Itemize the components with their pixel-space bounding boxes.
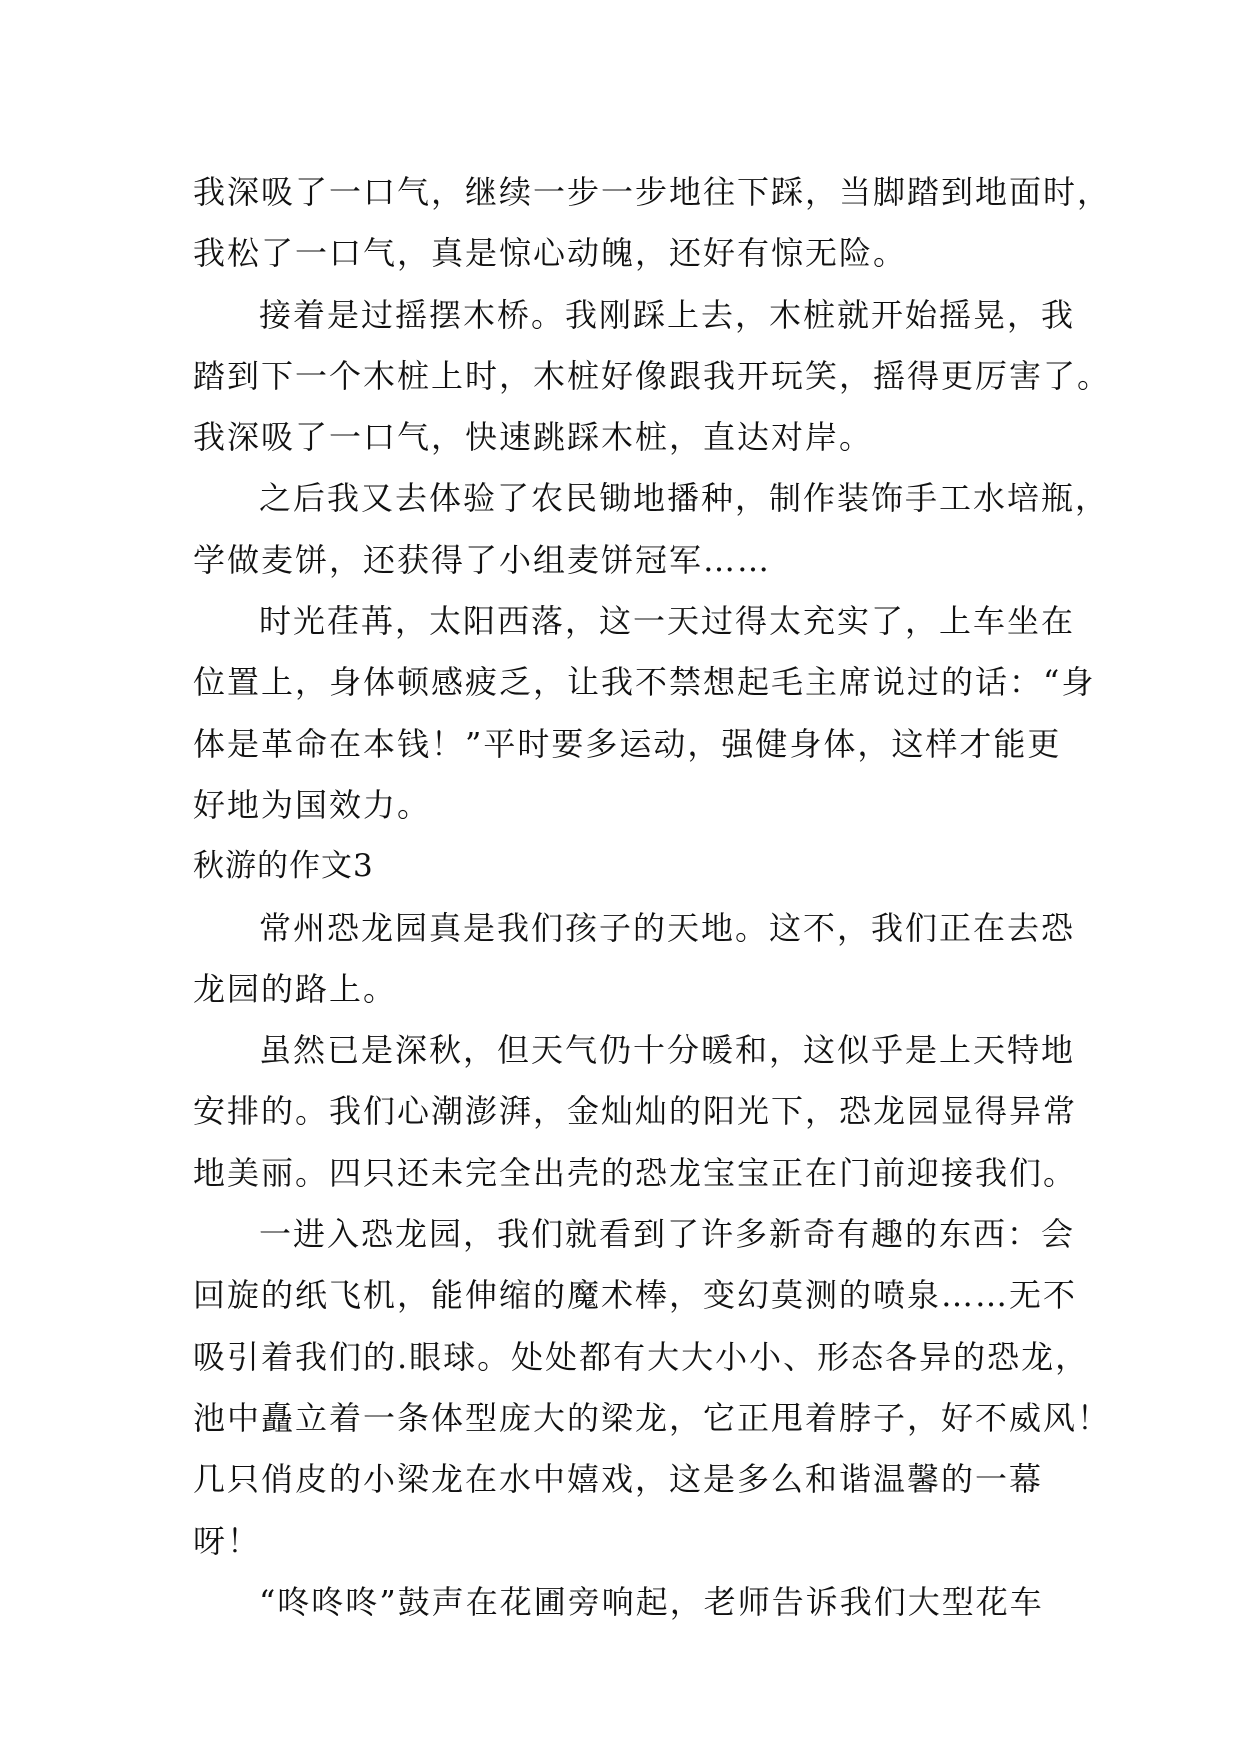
text-line: 好地为国效力。: [193, 785, 432, 824]
paragraph-start-line: 常州恐龙园真是我们孩子的天地。这不，我们正在去恐: [259, 908, 1076, 947]
text-line: 我深吸了一口气，快速跳踩木桩，直达对岸。: [193, 418, 874, 457]
section-heading: 秋游的作文3: [193, 848, 374, 885]
text-line: 池中矗立着一条体型庞大的梁龙，它正甩着脖子，好不威风！: [193, 1398, 1112, 1437]
text-line: 我深吸了一口气，继续一步一步地往下踩，当脚踏到地面时，: [193, 173, 1112, 211]
paragraph-start-line: 之后我又去体验了农民锄地播种，制作装饰手工水培瓶，: [259, 479, 1110, 518]
text-line: 地美丽。四只还未完全出壳的恐龙宝宝正在门前迎接我们。: [193, 1153, 1078, 1192]
text-line: 几只俏皮的小梁龙在水中嬉戏，这是多么和谐温馨的一幕: [193, 1460, 1044, 1499]
paragraph-start-line: 接着是过摇摆木桥。我刚踩上去，木桩就开始摇晃，我: [259, 295, 1076, 334]
text-line: 吸引着我们的.眼球。处处都有大大小小、形态各异的恐龙，: [193, 1337, 1090, 1376]
text-line: 回旋的纸飞机，能伸缩的魔术棒，变幻莫测的喷泉……无不: [193, 1276, 1078, 1315]
paragraph-start-line: “咚咚咚”鼓声在花圃旁响起，老师告诉我们大型花车: [259, 1582, 1044, 1621]
paragraph-start-line: 一进入恐龙园，我们就看到了许多新奇有趣的东西：会: [259, 1215, 1076, 1254]
text-line: 我松了一口气，真是惊心动魄，还好有惊无险。: [193, 234, 908, 273]
text-line: 位置上，身体顿感疲乏，让我不禁想起毛主席说过的话：“身: [193, 663, 1096, 702]
paragraph-start-line: 虽然已是深秋，但天气仍十分暖和，这似乎是上天特地: [259, 1031, 1076, 1070]
text-line: 呀！: [193, 1521, 262, 1560]
essay-text: [193, 162, 1112, 1633]
text-line: 踏到下一个木桩上时，木桩好像跟我开玩笑，摇得更厉害了。: [193, 356, 1112, 395]
text-line: 学做麦饼，还获得了小组麦饼冠军……: [193, 540, 772, 579]
text-line: 安排的。我们心潮澎湃，金灿灿的阳光下，恐龙园显得异常: [193, 1092, 1078, 1131]
text-line: 龙园的路上。: [193, 969, 398, 1008]
paragraph-start-line: 时光荏苒，太阳西落，这一天过得太充实了，上车坐在: [259, 602, 1076, 641]
text-line: 体是革命在本钱！”平时要多运动，强健身体，这样才能更: [193, 724, 1062, 763]
